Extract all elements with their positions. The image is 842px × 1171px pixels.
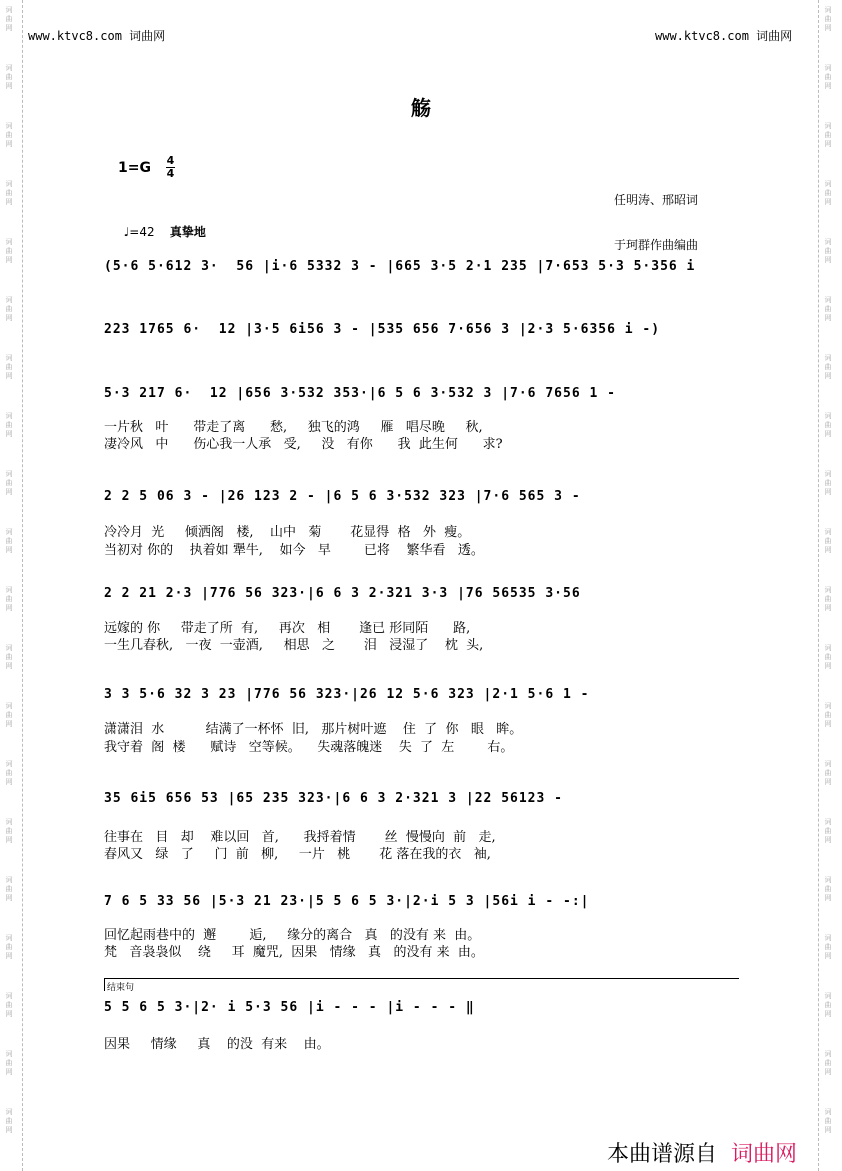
watermark-text: 词 曲 网 [5,412,13,438]
header-right: www.ktvc8.com 词曲网 [655,29,793,43]
lyricist: 任明涛、邢昭词 [614,193,699,207]
watermark-text: 词 曲 网 [5,818,13,844]
watermark-text: 词 曲 网 [5,180,13,206]
watermark-text: 词 曲 网 [5,528,13,554]
left-watermark-strip [0,0,23,1171]
watermark-text: 词 曲 网 [824,934,832,960]
staff-5-lyrics-2: 一生几春秋, 一夜 一壶酒, 相思 之 泪 浸湿了 枕 头, [104,638,484,653]
watermark-text: 词 曲 网 [5,702,13,728]
staff-9-notes: 5 5 6 5 3·|2· i 5·3 56 |i - - - |i - - - ‖ [104,1000,475,1015]
watermark-text: 词 曲 网 [824,818,832,844]
staff-7-lyrics-1: 往事在 目 却 难以回 首, 我捋着情 丝 慢慢向 前 走, [104,830,496,845]
staff-4-lyrics-1: 冷冷月 光 倾洒阁 楼, 山中 菊 花显得 格 外 瘦。 [104,525,471,540]
watermark-text: 词 曲 网 [824,644,832,670]
staff-6-lyrics-2: 我守着 阁 楼 赋诗 空等候。 失魂落魄迷 失 了 左 右。 [104,740,514,755]
staff-8-lyrics-1: 回忆起雨巷中的 邂 逅, 缘分的离合 真 的没有 来 由。 [104,928,481,943]
staff-6-notes: 3 3 5·6 32 3 23 |776 56 323·|26 12 5·6 323 |2·1 5·6 1 - [104,687,590,702]
watermark-text: 词 曲 网 [5,470,13,496]
watermark-text: 词 曲 网 [5,1108,13,1134]
composer: 于珂群作曲编曲 [614,238,699,252]
watermark-text: 词 曲 网 [5,238,13,264]
source-brand[interactable]: 词曲网 [730,1142,797,1167]
tempo-mark: ♩=42 真挚地 [123,225,206,239]
credits [614,163,717,268]
watermark-text: 词 曲 网 [5,354,13,380]
watermark-text: 词 曲 网 [824,180,832,206]
song-title: 觞 [411,96,431,120]
source-credit: 本曲谱源自 词曲网 [606,1142,797,1167]
watermark-text: 词 曲 网 [824,470,832,496]
watermark-text: 词 曲 网 [824,64,832,90]
watermark-text: 词 曲 网 [5,1050,13,1076]
staff-8-lyrics-2: 梵 音袅袅似 绕 耳 魔咒, 因果 情缘 真 的没有 来 由。 [104,945,484,960]
watermark-text: 词 曲 网 [5,876,13,902]
staff-4-notes: 2 2 5 06 3 - |26 123 2 - |6 5 6 3·532 323 |7·6 565 3 - [104,489,581,504]
staff-3-notes: 5·3 217 6· 12 |656 3·532 353·|6 5 6 3·532 3 |7·6 7656 1 - [104,386,616,401]
staff-3-lyrics-2: 凄冷风 中 伤心我一人承 受, 没 有你 我 此生何 求? [104,437,503,452]
watermark-text: 词 曲 网 [824,528,832,554]
watermark-text: 词 曲 网 [824,992,832,1018]
watermark-text: 词 曲 网 [824,760,832,786]
watermark-text: 词 曲 网 [824,1050,832,1076]
watermark-text: 词 曲 网 [5,64,13,90]
staff-6-lyrics-1: 潇潇泪 水 结满了一杯怀 旧, 那片树叶遮 住 了 你 眼 眸。 [104,722,523,737]
staff-4-lyrics-2: 当初对 你的 执着如 犟牛, 如今 早 已将 繁华看 透。 [104,543,484,558]
staff-3-lyrics-1: 一片秋 叶 带走了离 愁, 独飞的鸿 雁 唱尽晚 秋, [104,420,483,435]
header-left: www.ktvc8.com 词曲网 [28,29,166,43]
watermark-text: 词 曲 网 [5,992,13,1018]
watermark-text: 词 曲 网 [5,122,13,148]
watermark-text: 词 曲 网 [824,1108,832,1134]
staff-9-lyrics-1: 因果 情缘 真 的没 有来 由。 [104,1037,330,1052]
watermark-text: 词 曲 网 [5,760,13,786]
staff-5-lyrics-1: 远嫁的 你 带走了所 有, 再次 相 逢已 形同陌 路, [104,621,471,636]
watermark-text: 词 曲 网 [824,412,832,438]
watermark-text: 词 曲 网 [824,876,832,902]
right-watermark-strip [818,0,841,1171]
watermark-text: 词 曲 网 [5,586,13,612]
watermark-text: 词 曲 网 [824,702,832,728]
watermark-text: 词 曲 网 [5,934,13,960]
key-signature: 1=G [118,160,151,176]
watermark-text: 词 曲 网 [5,6,13,32]
staff-8-notes: 7 6 5 33 56 |5·3 21 23·|5 5 6 5 3·|2·i 5 3 |56i i - -:| [104,894,590,909]
time-signature: 4 4 [166,154,175,180]
staff-7-lyrics-2: 春风又 绿 了 门 前 柳, 一片 桃 花 落在我的衣 袖, [104,847,491,862]
staff-1-notes: (5·6 5·612 3· 56 |i·6 5332 3 - |665 3·5 2·1 235 |7·653 5·3 5·356 i [104,259,696,274]
watermark-text: 词 曲 网 [824,238,832,264]
watermark-text: 词 曲 网 [824,586,832,612]
staff-2-notes: 223 1765 6· 12 |3·5 6i56 3 - |535 656 7·656 3 |2·3 5·6356 i -) [104,322,661,337]
watermark-text: 词 曲 网 [824,354,832,380]
staff-7-notes: 35 6i5 656 53 |65 235 323·|6 6 3 2·321 3 |22 56123 - [104,791,563,806]
watermark-text: 词 曲 网 [5,644,13,670]
ending-bracket [104,978,739,991]
watermark-text: 词 曲 网 [5,296,13,322]
watermark-text: 词 曲 网 [824,122,832,148]
watermark-text: 词 曲 网 [824,6,832,32]
watermark-text: 词 曲 网 [824,296,832,322]
staff-5-notes: 2 2 21 2·3 |776 56 323·|6 6 3 2·321 3·3 |76 56535 3·56 [104,586,581,601]
ending-label: 结束句 [107,983,135,993]
